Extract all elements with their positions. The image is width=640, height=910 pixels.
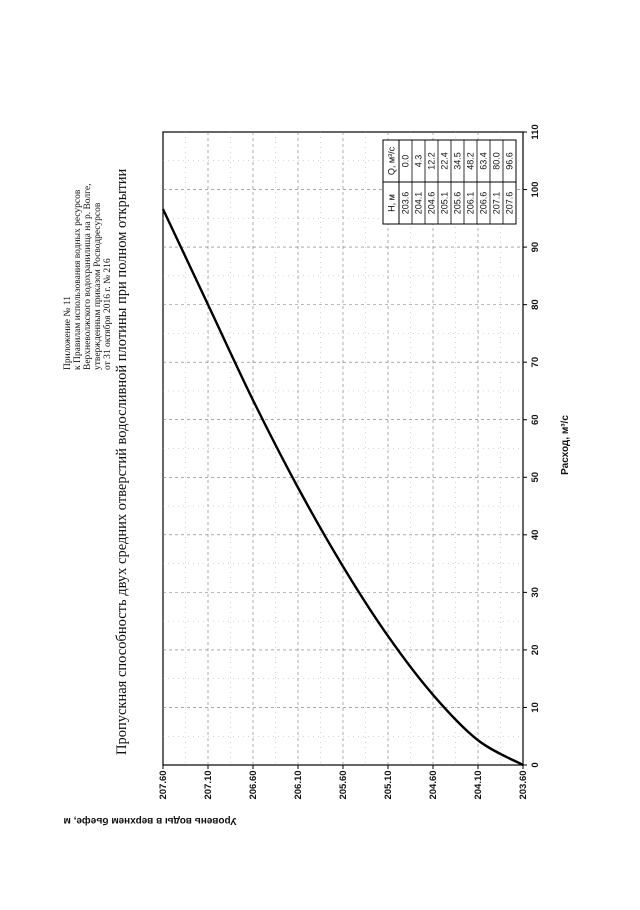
table-cell-h: 204.1 bbox=[413, 191, 424, 215]
table-cell-q: 96.6 bbox=[504, 152, 515, 170]
table-cell-h: 206.1 bbox=[465, 191, 476, 215]
header-block bbox=[63, 183, 113, 370]
y-axis-label: Уровень воды в верхнем бьефе, м bbox=[63, 815, 237, 826]
table-cell-q: 4.3 bbox=[413, 154, 424, 168]
x-tick-label: 0 bbox=[530, 762, 541, 768]
table-cell-h: 207.6 bbox=[504, 191, 515, 215]
x-tick-label: 30 bbox=[530, 587, 541, 598]
table-cell-h: 205.1 bbox=[439, 191, 450, 215]
header-line-3: Верхневолжского водохранилища на р. Волге, bbox=[83, 183, 93, 370]
x-tick-label: 90 bbox=[530, 241, 541, 253]
header-line-1: Приложение № 11 bbox=[63, 296, 73, 370]
x-tick-label: 80 bbox=[530, 299, 541, 310]
x-tick-label: 20 bbox=[530, 644, 541, 656]
y-tick-label: 206.10 bbox=[293, 770, 304, 800]
y-tick-label: 205.60 bbox=[338, 770, 349, 800]
header-line-4: утвержденным приказом Росводресурсов bbox=[93, 202, 103, 370]
table-cell-q: 80.0 bbox=[491, 152, 502, 170]
header-line-5: от 31 октября 2016 г. № 216 bbox=[103, 258, 113, 370]
table-cell-h: 204.6 bbox=[426, 191, 437, 215]
table-cell-h: 207.1 bbox=[491, 191, 502, 215]
x-axis-label: Расход, м³/с bbox=[560, 415, 571, 475]
table-cell-h: 206.6 bbox=[478, 191, 489, 215]
x-tick-label: 60 bbox=[530, 414, 541, 426]
table-cell-q: 48.2 bbox=[465, 152, 476, 170]
header-line-2: к Правилам использования водных ресурсов bbox=[73, 189, 83, 370]
y-tick-label: 204.10 bbox=[473, 770, 484, 800]
x-tick-label: 10 bbox=[530, 702, 541, 713]
data-table bbox=[383, 140, 516, 224]
table-header-q: Q, м³/с bbox=[386, 146, 397, 176]
table-cell-q: 63.4 bbox=[478, 152, 489, 170]
table-cell-q: 0.0 bbox=[400, 154, 411, 168]
x-tick-label: 110 bbox=[530, 124, 541, 140]
y-tick-label: 205.10 bbox=[383, 770, 394, 800]
table-cell-q: 22.4 bbox=[439, 152, 450, 170]
y-tick-label: 203.60 bbox=[518, 770, 529, 800]
y-tick-label: 204.60 bbox=[428, 770, 439, 800]
x-tick-label: 50 bbox=[530, 471, 541, 483]
table-cell-h: 203.6 bbox=[400, 191, 411, 215]
x-tick-label: 40 bbox=[530, 529, 541, 541]
table-header-h: H, м bbox=[386, 194, 397, 212]
chart-title: Пропускная способность двух средних отверстий водосливной плотины при полном открытии bbox=[114, 168, 130, 755]
y-tick-label: 207.60 bbox=[158, 770, 169, 800]
y-tick-label: 206.60 bbox=[248, 770, 259, 800]
table-cell-q: 12.2 bbox=[426, 152, 437, 170]
x-tick-label: 100 bbox=[530, 181, 541, 198]
table-cell-h: 205.6 bbox=[452, 191, 463, 215]
table-cell-q: 34.5 bbox=[452, 152, 463, 170]
x-tick-label: 70 bbox=[530, 356, 541, 368]
y-tick-label: 207.10 bbox=[203, 770, 214, 800]
